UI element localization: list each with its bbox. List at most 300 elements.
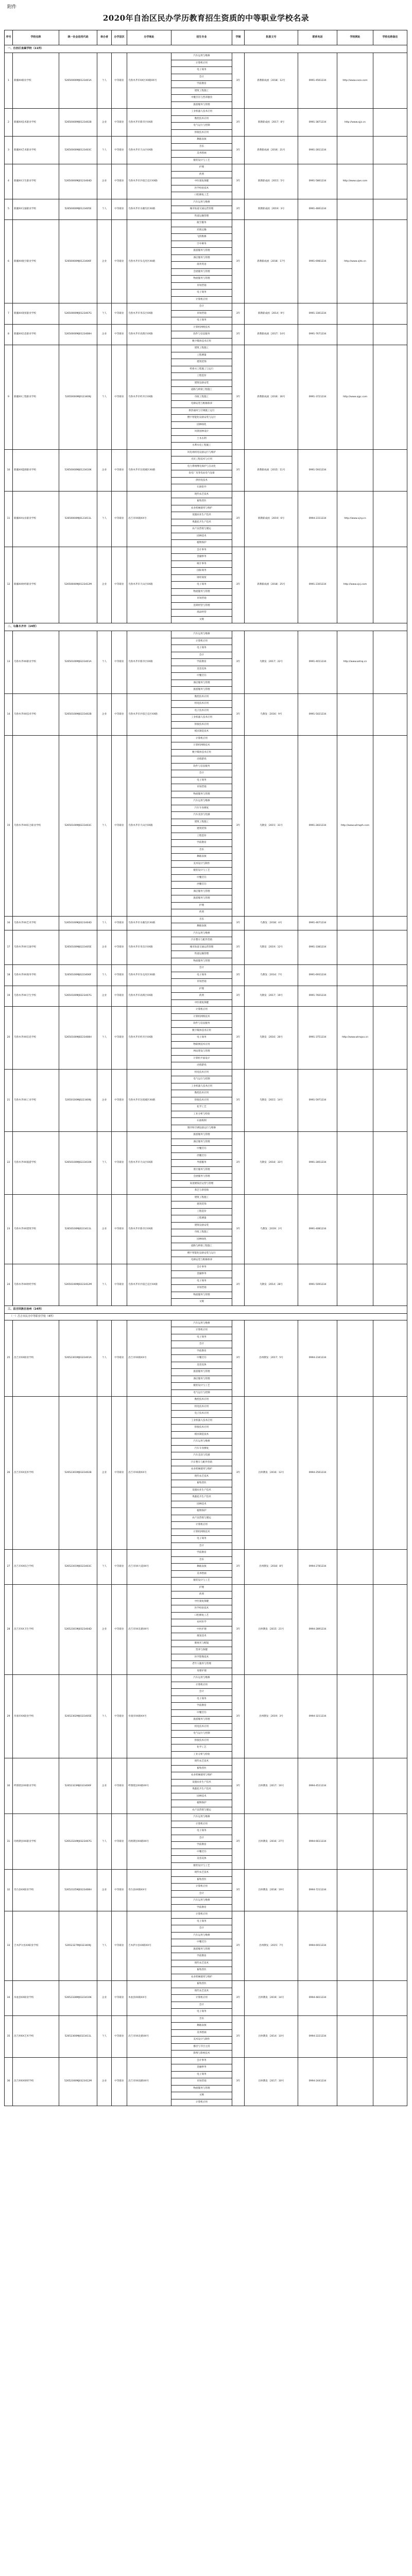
approval-number: 乌教发〔2017〕22号	[245, 631, 298, 694]
credit-code: 52652324MJ0323407G	[59, 1814, 97, 1870]
col-header: 统一社会信用代码	[59, 30, 97, 45]
contact-phone: 0991-5931234	[298, 449, 337, 491]
remark-cell	[373, 986, 407, 1007]
study-years: 3年	[232, 1264, 245, 1306]
school-level: 中等职业	[112, 1069, 127, 1132]
school-website[interactable]	[337, 1870, 373, 1911]
school-level: 中等职业	[112, 965, 127, 986]
sponsor: 企业	[97, 1870, 112, 1911]
major-cell: 建筑设备安装	[171, 1222, 232, 1229]
approval-number: 乌教发〔2015〕31号	[245, 735, 298, 916]
table-row	[5, 303, 407, 311]
major-cell: 电子商务	[171, 1536, 232, 1543]
approval-number: 昌州教发〔2019〕14号	[245, 1981, 298, 2016]
major-cell: 旅游服务与管理	[171, 1717, 232, 1724]
section-row	[5, 1306, 407, 1313]
major-cell: 供热通风与空调施工运行	[171, 408, 232, 415]
contact-phone: 0994-7211234	[298, 1870, 337, 1911]
major-cell: 民航运输	[171, 227, 232, 234]
school-level: 中等职业	[112, 2057, 127, 2106]
major-cell: 导游服务	[171, 1160, 232, 1167]
sponsor: 个人	[97, 1550, 112, 1585]
approval-number: 昌州教发〔2016〕27号	[245, 1814, 298, 1870]
major-cell: 音乐	[171, 846, 232, 854]
major-cell: 电子商务	[171, 777, 232, 784]
credit-code: 52650000MJ0123408H	[59, 324, 97, 345]
major-cell: 工程造价	[171, 833, 232, 840]
school-website[interactable]	[337, 1584, 373, 1675]
table-row	[5, 2057, 407, 2064]
major-cell: 工业机器人技术应用	[171, 1083, 232, 1090]
study-years: 3年	[232, 930, 245, 965]
remark-cell	[373, 1981, 407, 2016]
major-cell: 电子商务	[171, 1696, 232, 1703]
school-website[interactable]	[337, 1981, 373, 2016]
major-cell: 建筑装饰	[171, 826, 232, 833]
row-number: 34	[5, 1981, 13, 2016]
school-website[interactable]	[337, 1069, 373, 1132]
approval-number: 乌教发〔2019〕12号	[245, 930, 298, 965]
approval-number: 新教职成函〔2017〕8号	[245, 109, 298, 137]
study-years: 3年	[232, 491, 245, 547]
approval-number: 乌教发〔2015〕14号	[245, 1069, 298, 1132]
table-row	[5, 1870, 407, 1877]
remark-cell	[373, 1870, 407, 1911]
sponsor: 企业	[97, 164, 112, 199]
school-address: 乌鲁木齐市新市区XX街	[127, 1194, 171, 1264]
credit-code: 52652301MJ0323404D	[59, 1584, 97, 1675]
major-cell: 电力系统继电保护与自动化	[171, 463, 232, 470]
school-website[interactable]: http://www.wlmqzh.com	[337, 735, 373, 916]
major-cell: 计算机应用	[171, 1682, 232, 1689]
contact-phone: 0991-3871234	[298, 109, 337, 137]
school-website[interactable]	[337, 1320, 373, 1397]
major-cell: 果蔬花卉生产技术	[171, 519, 232, 526]
credit-code: 52652301MJ0323401A	[59, 1320, 97, 1397]
major-cell: 汽车美容与装潢	[171, 812, 232, 819]
major-cell: 会展服务与管理	[171, 268, 232, 276]
table-row	[5, 916, 407, 923]
major-cell: 计算机网络技术	[171, 1013, 232, 1021]
major-cell: 中餐烹饪	[171, 1849, 232, 1856]
table-row	[5, 1132, 407, 1139]
contact-phone: 0991-5021234	[298, 693, 337, 735]
row-number: 12	[5, 547, 13, 623]
school-website[interactable]	[337, 1194, 373, 1264]
major-cell: 酒店服务与管理	[171, 888, 232, 895]
major-cell: 金融事务	[171, 2064, 232, 2072]
contact-phone: 0994-2221234	[298, 2015, 337, 2057]
col-header: 招生专业	[171, 30, 232, 45]
school-address: 乌鲁木齐市天山区XX路	[127, 735, 171, 916]
major-cell: 学前教育	[171, 840, 232, 847]
major-cell: 会计	[171, 1543, 232, 1550]
major-cell: 现代农艺技术	[171, 1870, 232, 1877]
remark-cell	[373, 220, 407, 303]
major-cell: 工业分析与检验	[171, 1751, 232, 1758]
study-years: 3年	[232, 345, 245, 450]
row-number: 9	[5, 345, 13, 450]
school-level: 中等职业	[112, 1911, 127, 1981]
subsection-title: （一）昌吉市民办中等职业学校（4所）	[5, 1313, 407, 1320]
row-number: 14	[5, 693, 13, 735]
credit-code: 52650000MJ0123403C	[59, 137, 97, 164]
approval-number: 昌州教发〔2019〕3号	[245, 1675, 298, 1758]
major-cell: 数字媒体技术应用	[171, 749, 232, 756]
major-cell: 数控技术应用	[171, 1397, 232, 1404]
major-cell: 酒店服务与管理	[171, 255, 232, 262]
remark-cell	[373, 137, 407, 164]
table-row	[5, 164, 407, 172]
major-cell: 软件与信息服务	[171, 763, 232, 770]
approval-number: 新教职成函〔2019〕6号	[245, 491, 298, 547]
table-row	[5, 693, 407, 701]
credit-code: 52650000MJ0123407G	[59, 303, 97, 325]
major-cell: 高星级饭店运营与管理	[171, 1180, 232, 1188]
major-cell: 会计事务	[171, 1264, 232, 1271]
major-cell: 美术设计与制作	[171, 860, 232, 868]
sponsor: 企业	[97, 1069, 112, 1132]
credit-code: 52650100MJ0223402B	[59, 693, 97, 735]
table-row	[5, 1320, 407, 1327]
contact-phone: 0991-3381234	[298, 930, 337, 965]
major-cell: 现代农艺技术	[171, 1988, 232, 1995]
major-cell: 电子商务	[171, 1918, 232, 1925]
approval-number: 昌州教发〔2014〕10号	[245, 2015, 298, 2057]
table-row	[5, 1675, 407, 1682]
school-name: 昌吉市XX综合学校	[13, 1550, 59, 1585]
row-number: 6	[5, 220, 13, 303]
credit-code: 52652302MJ0323405E	[59, 1675, 97, 1758]
contact-phone: 0991-7671234	[298, 324, 337, 345]
major-cell: 楼宇智能化设备安装与运行	[171, 1250, 232, 1257]
remark-cell	[373, 1397, 407, 1550]
major-cell: 光伏工程技术与应用	[171, 456, 232, 464]
major-cell: 计算机网络技术	[171, 324, 232, 331]
contact-phone: 0994-3211234	[298, 1675, 337, 1758]
credit-code: 52650000MJ0123404D	[59, 164, 97, 199]
major-cell: 舞蹈表演	[171, 923, 232, 930]
row-number: 7	[5, 303, 13, 325]
major-cell: 市政工程施工	[171, 394, 232, 401]
approval-number: 昌州教发〔2017〕30号	[245, 2057, 298, 2106]
col-header: 学校网址	[337, 30, 373, 45]
major-cell: 软件与信息服务	[171, 1021, 232, 1028]
major-cell: 音乐	[171, 143, 232, 150]
credit-code: 52650100MJ0223409J	[59, 1069, 97, 1132]
major-cell: 会计	[171, 1835, 232, 1842]
credit-code: 52652300MJ0323412M	[59, 2057, 97, 2106]
approval-number: 乌教发〔2018〕4号	[245, 916, 298, 930]
credit-code: 52650000MJ0123409J	[59, 345, 97, 450]
school-address: 乌鲁木齐市XX区XX路XX号	[127, 53, 171, 109]
major-cell: 物流服务与管理	[171, 958, 232, 965]
school-address: 乌鲁木齐市高新区XX路	[127, 324, 171, 345]
major-cell: 建筑工程施工	[171, 1194, 232, 1201]
contact-phone: 0991-5861234	[298, 164, 337, 199]
section-title: 二、乌鲁木齐市（14所）	[5, 623, 407, 631]
school-website[interactable]: http://www.xjny.cn	[337, 491, 373, 547]
row-number: 8	[5, 324, 13, 345]
school-level: 中等职业	[112, 693, 127, 735]
major-cell: 药剂	[171, 909, 232, 917]
credit-code: 52650100MJ0223411L	[59, 1194, 97, 1264]
school-website[interactable]: http://www.xxzx.com	[337, 53, 373, 109]
school-name: 乌鲁木齐XX艺术学校	[13, 916, 59, 930]
contact-phone: 0991-6981234	[298, 220, 337, 303]
school-website[interactable]: http://www.xjcj.com	[337, 547, 373, 623]
major-cell: 畜牧兽医	[171, 1967, 232, 1974]
school-website[interactable]	[337, 1758, 373, 1814]
school-level: 中等职业	[112, 1814, 127, 1870]
major-cell: 物流服务与管理	[171, 2085, 232, 2092]
major-cell: 会计事务	[171, 2057, 232, 2064]
table-row	[5, 53, 407, 60]
major-cell: 茶艺与茶营销	[171, 1188, 232, 1195]
remark-cell	[373, 735, 407, 916]
school-address: 奇台县XX路XX号	[127, 1870, 171, 1911]
remark-cell	[373, 164, 407, 199]
sponsor: 企业	[97, 109, 112, 137]
school-website[interactable]	[337, 693, 373, 735]
school-website[interactable]	[337, 930, 373, 965]
major-cell: 电气运行与控制	[171, 1076, 232, 1083]
remark-cell	[373, 491, 407, 547]
major-cell: 电子商务	[171, 2009, 232, 2016]
study-years: 3年	[232, 1550, 245, 1585]
major-cell: 工业机器人技术应用	[171, 1417, 232, 1425]
school-address: 昌吉市XX北路XX号	[127, 2015, 171, 2057]
major-cell: 计算机应用	[171, 1884, 232, 1891]
approval-number: 新教职成函〔2019〕3号	[245, 199, 298, 220]
sponsor: 企业	[97, 693, 112, 735]
col-header: 学制	[232, 30, 245, 45]
school-website[interactable]	[337, 916, 373, 930]
study-years: 3年	[232, 220, 245, 303]
school-level: 中等职业	[112, 449, 127, 491]
major-cell: 果蔬花卉生产技术	[171, 1786, 232, 1793]
remark-cell	[373, 693, 407, 735]
school-website[interactable]: http://www.xjgc.com	[337, 345, 373, 450]
school-website[interactable]: http://www.wlmqxx.cn	[337, 1007, 373, 1070]
credit-code: 52650100MJ0223410K	[59, 1132, 97, 1195]
school-level: 中等职业	[112, 491, 127, 547]
major-cell: 现代农艺技术	[171, 491, 232, 498]
school-address: 玛纳斯县XX路XX号	[127, 1814, 171, 1870]
credit-code: 52650100MJ0223403C	[59, 735, 97, 916]
school-website[interactable]	[337, 1397, 373, 1550]
major-cell: 连锁经营与管理	[171, 602, 232, 609]
school-website[interactable]	[337, 1264, 373, 1306]
credit-code: 52650000MJ0123411L	[59, 491, 97, 547]
school-table	[4, 30, 407, 2106]
school-website[interactable]	[337, 965, 373, 986]
major-cell: 汽车运用与维修	[171, 631, 232, 638]
school-name: 乌鲁木齐XX信息学校	[13, 1007, 59, 1070]
school-website[interactable]	[337, 199, 373, 220]
major-cell: 电子商务	[171, 1278, 232, 1285]
study-years: 3年	[232, 303, 245, 325]
school-level: 中等职业	[112, 735, 127, 916]
major-cell: 会计	[171, 303, 232, 311]
major-cell: 会展服务与管理	[171, 1174, 232, 1181]
school-website[interactable]	[337, 986, 373, 1007]
major-cell: 会计	[171, 74, 232, 81]
school-address: 昌吉市XX路XX号	[127, 1320, 171, 1397]
school-website[interactable]	[337, 324, 373, 345]
credit-code: 52650000MJ0123402B	[59, 109, 97, 137]
major-cell: 电气运行与控制	[171, 123, 232, 130]
sponsor: 个人	[97, 631, 112, 694]
school-name: 新疆XX农业职业学校	[13, 491, 59, 547]
school-address: 乌鲁木齐市水磨沟区XX路	[127, 916, 171, 930]
major-cell: 舞蹈表演	[171, 1564, 232, 1571]
credit-code: 52652300MJ0323411L	[59, 2015, 97, 2057]
major-cell: 服装设计与工艺	[171, 157, 232, 164]
school-level: 中等职业	[112, 547, 127, 623]
sponsor: 个人	[97, 199, 112, 220]
contact-phone: 0991-3721234	[298, 345, 337, 450]
approval-number: 昌州教发〔2017〕16号	[245, 1758, 298, 1814]
major-cell: 工业机器人技术应用	[171, 715, 232, 722]
major-cell: 汽车整车与配件营销	[171, 1459, 232, 1466]
table-row	[5, 1814, 407, 1821]
major-cell: 服装设计与工艺	[171, 1383, 232, 1390]
school-level: 中等职业	[112, 986, 127, 1007]
major-cell: 营养与保健	[171, 1647, 232, 1654]
major-cell: 商务英语	[171, 262, 232, 269]
school-address: 呼图壁县XX路XX号	[127, 1758, 171, 1814]
major-cell: 农产品营销与储运	[171, 526, 232, 533]
major-cell: 汽车车身修复	[171, 805, 232, 812]
school-address: 乌鲁木齐市沙依巴克区XX路	[127, 164, 171, 199]
remark-cell	[373, 1264, 407, 1306]
major-cell: 会计	[171, 652, 232, 659]
major-cell: 中餐烹饪	[171, 874, 232, 882]
major-cell: 会计	[171, 1689, 232, 1696]
table-row	[5, 1550, 407, 1557]
major-cell: 物联网技术应用	[171, 1041, 232, 1048]
major-cell: 数字媒体技术应用	[171, 1027, 232, 1035]
school-website[interactable]	[337, 137, 373, 164]
study-years: 3年	[232, 965, 245, 986]
school-name: 乌鲁木齐XX职业学校	[13, 631, 59, 694]
school-website[interactable]	[337, 2057, 373, 2106]
school-level: 中等职业	[112, 303, 127, 325]
school-name: 乌鲁木齐XX卫生学校	[13, 986, 59, 1007]
credit-code: 52652323MJ0323406F	[59, 1758, 97, 1814]
contact-phone: 0994-2441234	[298, 2057, 337, 2106]
major-cell: 工业分析与检验	[171, 1111, 232, 1118]
major-cell: 城市轨道交通运营管理	[171, 206, 232, 213]
sponsor: 企业	[97, 986, 112, 1007]
row-number: 30	[5, 1758, 13, 1814]
school-website[interactable]	[337, 1550, 373, 1585]
school-name: 乌鲁木齐XX技术学校	[13, 693, 59, 735]
major-cell: 计算机应用	[171, 2099, 232, 2106]
school-website[interactable]	[337, 2015, 373, 2057]
major-cell: 音乐	[171, 1556, 232, 1564]
major-cell: 工程测量	[171, 352, 232, 359]
school-website[interactable]: http://www.xjhk.cn	[337, 220, 373, 303]
sponsor: 企业	[97, 930, 112, 965]
row-number: 13	[5, 631, 13, 694]
school-website[interactable]	[337, 303, 373, 325]
school-address: 昌吉市XX路XX号	[127, 491, 171, 547]
school-website[interactable]	[337, 1132, 373, 1195]
major-cell: 农业机械使用与维护	[171, 1466, 232, 1473]
major-cell: 计算机应用	[171, 735, 232, 742]
major-cell: 眼视光与配镜	[171, 1640, 232, 1647]
row-number: 31	[5, 1814, 13, 1870]
major-cell: 汽车运用与维修	[171, 1438, 232, 1446]
school-name: 吉木萨尔县XX职业学校	[13, 1911, 59, 1981]
major-cell: 西餐烹饪	[171, 1153, 232, 1160]
school-website[interactable]: http://www.wlmq.cn	[337, 631, 373, 694]
school-address: 乌鲁木齐市沙依巴克区XX街	[127, 1264, 171, 1306]
major-cell: 国际商务	[171, 568, 232, 575]
school-website[interactable]	[337, 1675, 373, 1758]
school-level: 中等职业	[112, 1981, 127, 2016]
study-years: 3年	[232, 547, 245, 623]
approval-number: 乌教发〔2014〕7号	[245, 965, 298, 986]
row-number: 16	[5, 916, 13, 930]
major-cell: 学前教育	[171, 1703, 232, 1710]
credit-code: 52650100MJ0223405E	[59, 930, 97, 965]
major-cell: 市政工程施工	[171, 1229, 232, 1236]
major-cell: 中餐烹饪	[171, 1146, 232, 1153]
major-cell: 电子商务	[171, 1828, 232, 1835]
major-cell: 工业机器人技术应用	[171, 109, 232, 116]
major-cell: 舞蹈表演	[171, 137, 232, 144]
credit-code: 52650100MJ0223401A	[59, 631, 97, 694]
approval-number: 昌州教发〔2018〕8号	[245, 1550, 298, 1585]
credit-code: 52650100MJ0223406F	[59, 965, 97, 986]
major-cell: 畜牧兽医	[171, 1480, 232, 1487]
school-website[interactable]	[337, 1814, 373, 1870]
study-years: 3年	[232, 109, 245, 137]
credit-code: 52650000MJ0123401A	[59, 53, 97, 109]
major-cell: 数控技术应用	[171, 115, 232, 123]
study-years: 3年	[232, 1007, 245, 1070]
school-website[interactable]	[337, 449, 373, 491]
school-name: 乌鲁木齐XX商务学校	[13, 965, 59, 986]
contact-phone: 0991-2811234	[298, 137, 337, 164]
school-name: 乌鲁木齐XX综合职业学校	[13, 735, 59, 916]
major-cell: 铁道运输管理	[171, 213, 232, 220]
major-cell: 计算机应用	[171, 1995, 232, 2002]
major-cell: 市场营销	[171, 310, 232, 317]
approval-number: 乌教发〔2016〕26号	[245, 1007, 298, 1070]
approval-number: 昌州教发〔2017〕5号	[245, 1320, 298, 1397]
school-name: 新疆XX卫生职业学校	[13, 164, 59, 199]
annex-label: 附件	[7, 5, 17, 10]
school-website[interactable]	[337, 1911, 373, 1981]
school-website[interactable]: http://www.xjws.com	[337, 164, 373, 199]
major-cell: 制冷和空调设备运行与维修	[171, 1125, 232, 1132]
contact-phone: 0991-2301234	[298, 547, 337, 623]
school-level: 中等职业	[112, 916, 127, 930]
school-name: 昌吉市XX职业学校	[13, 1320, 59, 1397]
contact-phone: 0994-2561234	[298, 1397, 337, 1550]
school-level: 中等职业	[112, 1675, 127, 1758]
school-website[interactable]: http://www.xjjs.cn	[337, 109, 373, 137]
major-cell: 园林技术	[171, 533, 232, 540]
major-cell: 文秘	[171, 1299, 232, 1306]
major-cell: 机电技术应用	[171, 1069, 232, 1076]
row-number: 20	[5, 1007, 13, 1070]
major-cell: 汽车运用与维修	[171, 1814, 232, 1821]
